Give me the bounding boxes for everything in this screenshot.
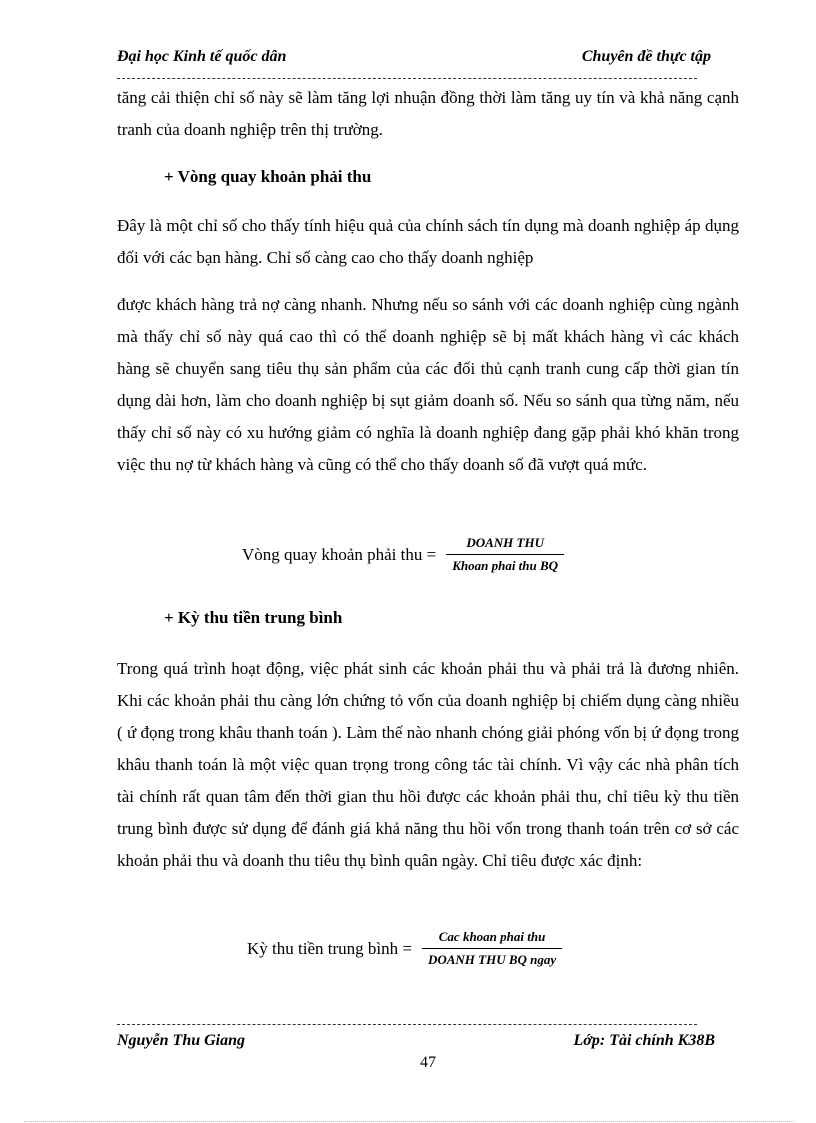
formula-denominator: DOANH THU BQ ngay [427, 952, 557, 967]
page-header [117, 48, 715, 72]
header-university: Đại học Kinh tế quốc dân [117, 48, 287, 65]
footer-author: Nguyễn Thu Giang [117, 1032, 246, 1049]
header-divider [117, 78, 697, 79]
paragraph-receivables-detail: được khách hàng trả nợ càng nhanh. Nhưng nếu so sánh với các doanh nghiệp cùng ngành mà thấy chỉ số này quá cao thì có thể doanh nghiệp sẽ bị mất khách hàng vì các khách hàng sẽ chuyển sang tiêu thụ sản phẩm của các đối thủ cạnh tranh cung cấp thời gian tín dụng dài hơn, làm cho doanh nghiệp bị sụt giảm doanh số. Nếu so sánh qua từng năm, nếu thấy chỉ số này có xu hướng giảm có nghĩa là doanh nghiệp đang gặp phải khó khăn trong việc thu nợ từ khách hàng và cũng có thể cho thấy doanh số đã vượt quá mức. [117, 295, 739, 474]
formula-numerator: DOANH THU [466, 535, 544, 550]
section-heading-collection-period: + Kỳ thu tiền trung bình [164, 608, 343, 627]
paragraph-continuation: tăng cải thiện chỉ số này sẽ làm tăng lợi nhuận đồng thời làm tăng uy tín và khả năng cạnh tranh của doanh nghiệp trên thị trường. [117, 88, 739, 139]
page-number: 47 [420, 1054, 436, 1071]
paragraph-collection-period: Trong quá trình hoạt động, việc phát sinh các khoản phải thu và phải trả là đương nhiên. Khi các khoản phải thu càng lớn chứng tỏ vốn của doanh nghiệp bị chiếm dụng càng nhiều ( ứ đọng trong khâu thanh toán ). Làm thế nào nhanh chóng giải phóng vốn bị ứ đọng trong khâu thanh toán là một việc quan trọng trong công tác tài chính. Vì vậy các nhà phân tích tài chính rất quan tâm đến thời gian thu hồi được các khoản phải thu, chỉ tiêu kỳ thu tiền trung bình được sử dụng để đánh giá khả năng thu hồi vốn trong thanh toán trên cơ sở các khoản phải thu và doanh thu tiêu thụ bình quân ngày. Chỉ tiêu được xác định: [117, 659, 739, 870]
formula-lhs: Vòng quay khoản phải thu = [242, 544, 437, 564]
formula-receivables-turnover [242, 534, 564, 575]
paragraph-receivables-intro: Đây là một chỉ số cho thấy tính hiệu quả của chính sách tín dụng mà doanh nghiệp áp dụng đối với các bạn hàng. Chỉ số càng cao cho thấy doanh nghiệp [117, 216, 739, 267]
formula-fraction [422, 928, 562, 969]
footer-divider [117, 1024, 697, 1025]
section-heading-receivables-turnover: + Vòng quay khoản phải thu [164, 167, 372, 186]
footer-class: Lớp: Tài chính K38B [573, 1032, 715, 1049]
formula-numerator: Cac khoan phai thu [438, 929, 546, 944]
formula-collection-period [247, 928, 562, 969]
formula-denominator: Khoan phai thu BQ [452, 558, 559, 573]
page-footer [117, 1032, 715, 1056]
header-document-type: Chuyên đề thực tập [581, 48, 711, 65]
formula-fraction [446, 534, 564, 575]
formula-lhs: Kỳ thu tiền trung bình = [247, 938, 412, 958]
page-edge-divider [24, 1121, 794, 1122]
